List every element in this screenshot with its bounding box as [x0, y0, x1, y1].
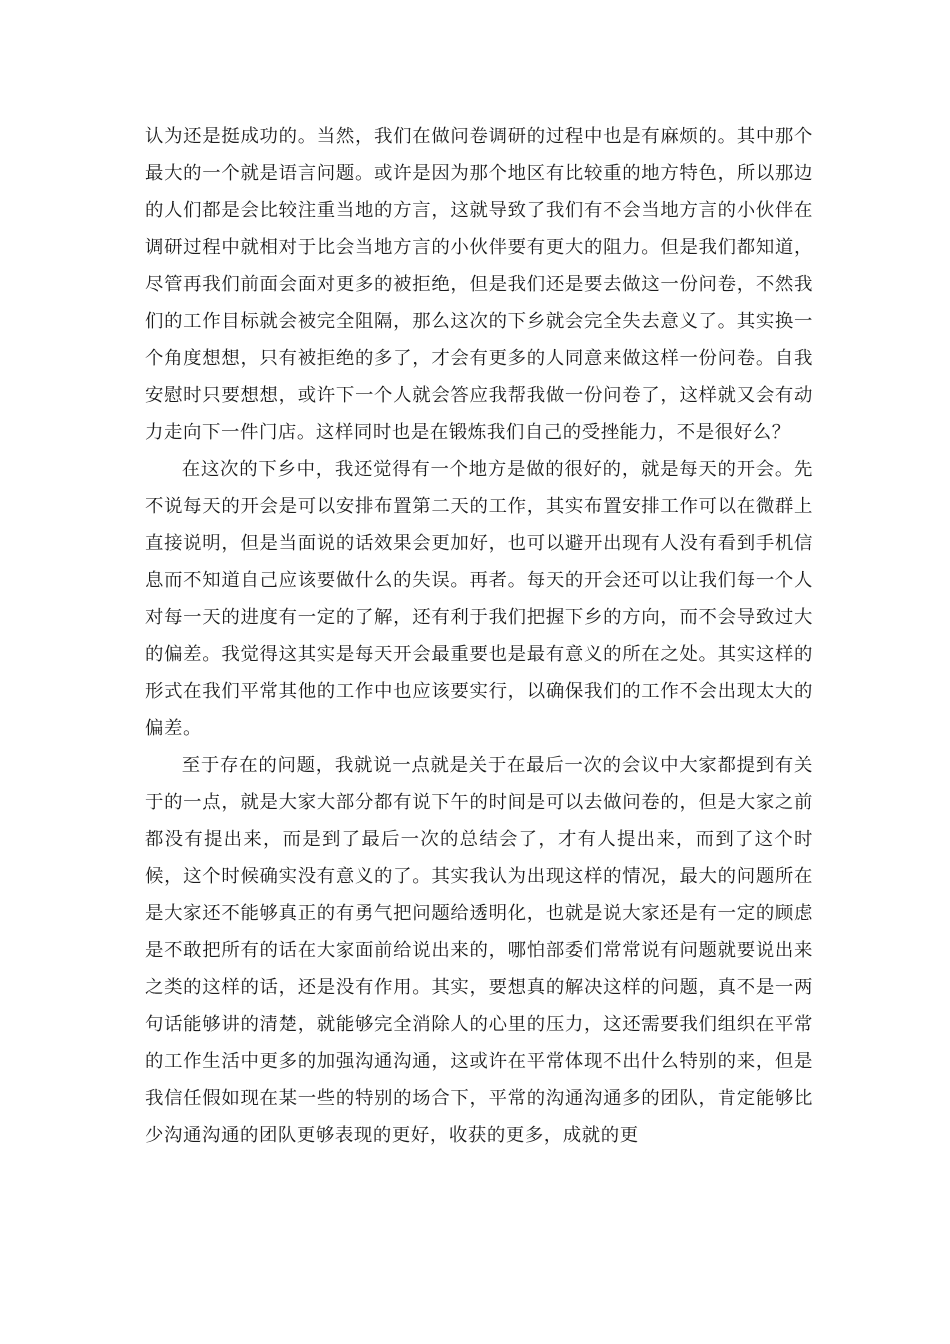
paragraph-1: 认为还是挺成功的。当然，我们在做问卷调研的过程中也是有麻烦的。其中那个最大的一个就是语言问题。或许是因为那个地区有比较重的地方特色，所以那边的人们都是会比较注重当地的方言，这就导致了我们有不会当地方言的小伙伴在调研过程中就相对于比会当地方言的小伙伴要有更大的阻力。但是我们都知道，尽管再我们前面会面对更多的被拒绝，但是我们还是要去做这一份问卷，不然我们的工作目标就会被完全阻隔，那么这次的下乡就会完全失去意义了。其实换一个角度想想，只有被拒绝的多了，才会有更多的人同意来做这样一份问卷。自我安慰时只要想想，或许下一个人就会答应我帮我做一份问卷了，这样就又会有动力走向下一件门店。这样同时也是在锻炼我们自己的受挫能力，不是很好么？	[145, 126, 813, 443]
paragraph-2: 在这次的下乡中，我还觉得有一个地方是做的很好的，就是每天的开会。先不说每天的开会是可以安排布置第二天的工作，其实布置安排工作可以在微群上直接说明，但是当面说的话效果会更加好，也可以避开出现有人没有看到手机信息而不知道自己应该要做什么的失误。再者。每天的开会还可以让我们每一个人对每一天的进度有一定的了解，还有利于我们把握下乡的方向，而不会导致过大的偏差。我觉得这其实是每天开会最重要也是最有意义的所在之处。其实这样的形式在我们平常其他的工作中也应该要实行，以确保我们的工作不会出现太大的偏差。	[145, 459, 813, 739]
document-body	[145, 118, 813, 1154]
paragraph-3: 至于存在的问题，我就说一点就是关于在最后一次的会议中大家都提到有关于的一点，就是大家大部分都有说下午的时间是可以去做问卷的，但是大家之前都没有提出来，而是到了最后一次的总结会了，才有人提出来，而到了这个时候，这个时候确实没有意义的了。其实我认为出现这样的情况，最大的问题所在是大家还不能够真正的有勇气把问题给透明化，也就是说大家还是有一定的顾虑是不敢把所有的话在大家面前给说出来的，哪怕部委们常常说有问题就要说出来之类的这样的话，还是没有作用。其实，要想真的解决这样的问题，真不是一两句话能够讲的清楚，就能够完全消除人的心里的压力，这还需要我们组织在平常的工作生活中更多的加强沟通沟通，这或许在平常体现不出什么特别的来，但是我信任假如现在某一些的特别的场合下，平常的沟通沟通多的团队，肯定能够比少沟通沟通的团队更够表现的更好，收获的更多，成就的更	[145, 755, 813, 1146]
